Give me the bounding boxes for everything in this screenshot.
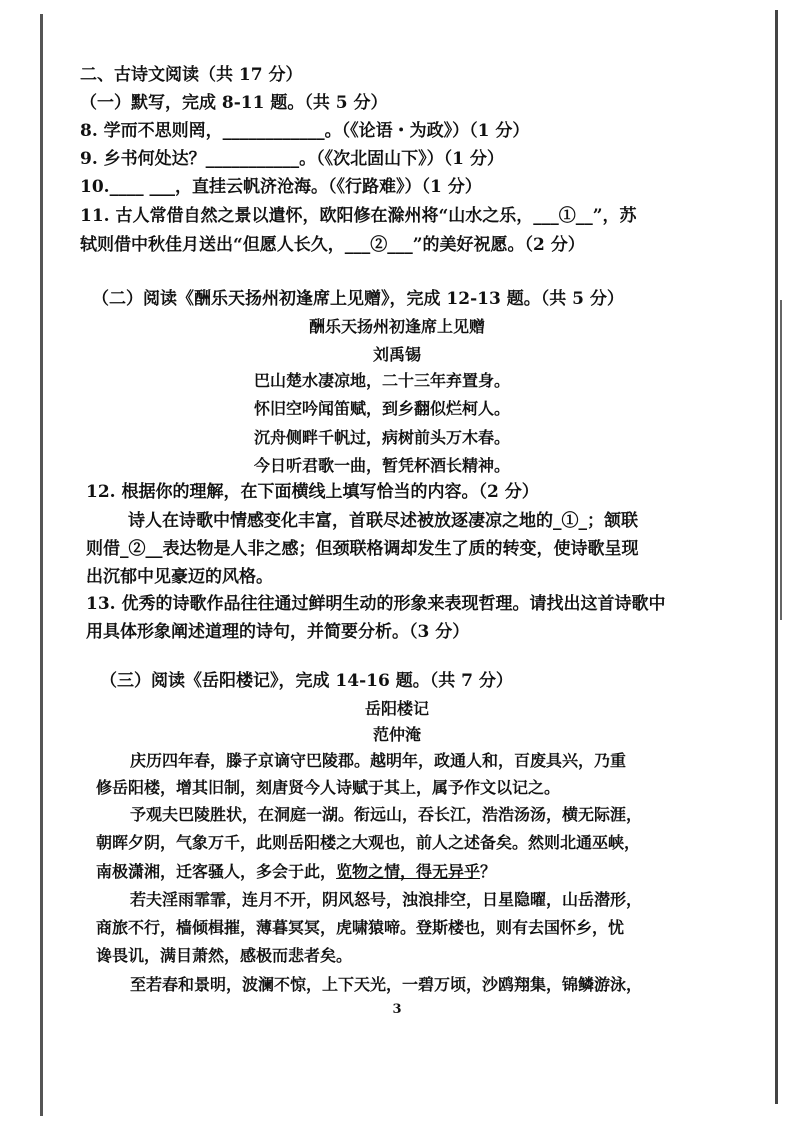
- section-heading: 二、古诗文阅读（共 17 分）: [80, 65, 303, 85]
- question-12-body2: 则借_②__表达物是人非之感；但颈联格调却发生了质的转变，使诗歌呈现: [86, 539, 639, 559]
- part1-heading: （一）默写，完成 8-11 题。（共 5 分）: [80, 93, 388, 113]
- poem-line: 今日听君歌一曲，暂凭杯酒长精神。: [254, 456, 511, 475]
- question-9: 9. 乡书何处达？___________。（《次北固山下》）（1 分）: [80, 149, 504, 169]
- essay-line: 予观夫巴陵胜状，在洞庭一湖。衔远山，吞长江，浩浩汤汤，横无际涯，: [130, 805, 643, 824]
- question-11-line2: 轼则借中秋佳月送出“但愿人长久，___②___”的美好祝愿。（2 分）: [80, 235, 585, 255]
- essay-line: [96, 862, 496, 882]
- right-frame-border: [775, 10, 778, 1104]
- part3-heading: （三）阅读《岳阳楼记》，完成 14-16 题。（共 7 分）: [100, 671, 513, 691]
- essay-text: ？: [480, 862, 497, 881]
- question-12-body1: 诗人在诗歌中情感变化丰富，首联尽述被放逐凄凉之地的_①_；颔联: [128, 511, 638, 531]
- essay-author: 范仲淹: [372, 725, 421, 744]
- essay-line: 商旅不行，樯倾楫摧，薄暮冥冥，虎啸猿啼。登斯楼也，则有去国怀乡，忧: [96, 918, 625, 937]
- essay-line: 朝晖夕阴，气象万千，此则岳阳楼之大观也，前人之述备矣。然则北通巫峡，: [96, 833, 641, 852]
- question-11-line1: 11. 古人常借自然之景以遣怀，欧阳修在滁州将“山水之乐，___①__”，苏: [80, 206, 637, 226]
- essay-line: 谗畏讥，满目萧然，感极而悲者矣。: [96, 946, 353, 965]
- poem-line: 怀旧空吟闻笛赋，到乡翻似烂柯人。: [254, 399, 511, 418]
- question-10: 10.____ ___，直挂云帆济沧海。（《行路难》）（1 分）: [80, 177, 482, 197]
- essay-line: 至若春和景明，波澜不惊，上下天光，一碧万顷，沙鸥翔集，锦鳞游泳，: [130, 975, 643, 994]
- question-12-body3: 出沉郁中见豪迈的风格。: [86, 567, 273, 587]
- question-13-line2: 用具体形象阐述道理的诗句，并简要分析。（3 分）: [86, 622, 470, 642]
- part2-heading: （二）阅读《酬乐天扬州初逢席上见赠》，完成 12-13 题。（共 5 分）: [92, 289, 624, 309]
- essay-title: 岳阳楼记: [364, 699, 429, 718]
- page-number: 3: [392, 1002, 402, 1017]
- poem-line: 巴山楚水凄凉地，二十三年弃置身。: [254, 371, 511, 390]
- question-12: 12. 根据你的理解，在下面横线上填写恰当的内容。（2 分）: [86, 482, 539, 502]
- question-13-line1: 13. 优秀的诗歌作品往往通过鲜明生动的形象来表现哲理。请找出这首诗歌中: [86, 594, 666, 614]
- underlined-sentence: 览物之情，得无异乎: [336, 862, 481, 881]
- left-frame-border: [40, 14, 43, 1116]
- essay-line: 修岳阳楼，增其旧制，刻唐贤今人诗赋于其上，属予作文以记之。: [96, 778, 561, 797]
- essay-line: 庆历四年春，滕子京谪守巴陵郡。越明年，政通人和，百废具兴，乃重: [130, 751, 627, 770]
- essay-text: 南极潇湘，迁客骚人，多会于此，: [96, 862, 337, 881]
- question-8: 8. 学而不思则罔，____________。（《论语・为政》）（1 分）: [80, 121, 530, 141]
- poem-title: 酬乐天扬州初逢席上见赠: [308, 317, 485, 336]
- poem-author: 刘禹锡: [372, 345, 421, 364]
- essay-line: 若夫淫雨霏霏，连月不开，阴风怒号，浊浪排空，日星隐曜，山岳潜形，: [130, 890, 643, 909]
- poem-line: 沉舟侧畔千帆过，病树前头万木春。: [254, 428, 511, 447]
